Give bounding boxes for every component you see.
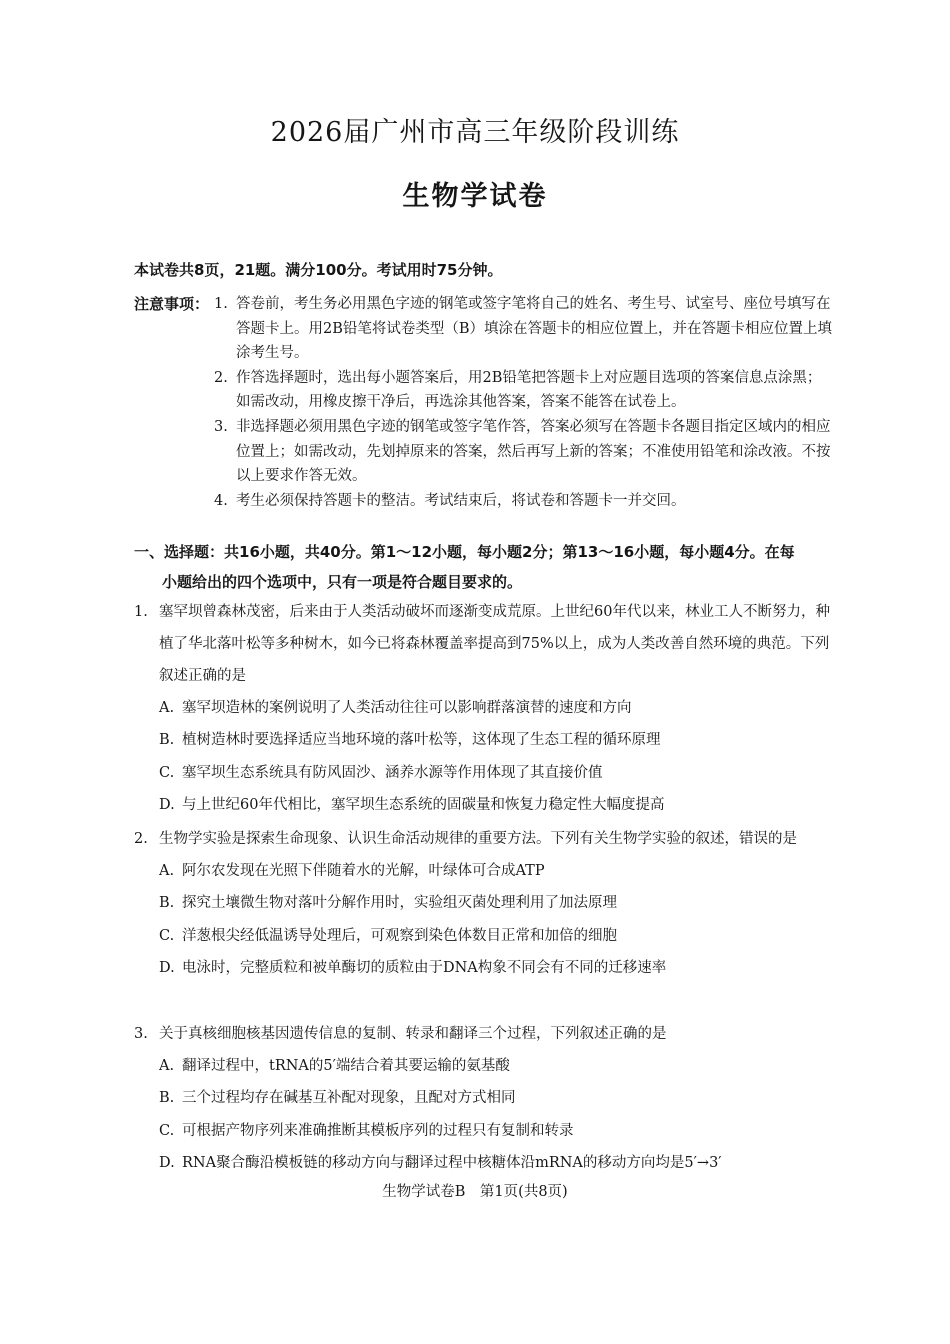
option-c: [134, 920, 834, 952]
section-heading: [134, 537, 834, 597]
option-label: D.: [159, 1155, 175, 1172]
option-label: C.: [159, 1122, 175, 1139]
section-heading-line: 小题给出的四个选项中，只有一项是符合题目要求的。: [162, 573, 523, 591]
option-label: D.: [159, 797, 175, 814]
option-a: [134, 855, 834, 887]
note-number: 1.: [214, 296, 228, 312]
option-label: B.: [159, 895, 175, 912]
option-text: 可根据产物序列来准确推断其模板序列的过程只有复制和转录: [182, 1122, 574, 1139]
question-number: 2.: [134, 831, 148, 847]
option-text: 三个过程均存在碱基互补配对现象，且配对方式相同: [182, 1090, 516, 1107]
option-a: [134, 1050, 834, 1082]
option-label: A.: [159, 1058, 175, 1074]
option-text: 阿尔农发现在光照下伴随着水的光解，叶绿体可合成ATP: [182, 863, 545, 879]
option-a: [134, 692, 834, 724]
paper-subtitle: 生物学试卷: [402, 181, 548, 212]
note-number: 2.: [214, 369, 228, 386]
note-text: 作答选择题时，选出每小题答案后，用2B铅笔把答题卡上对应题目选项的答案信息点涂黑；如需改动，用橡皮擦干净后，再选涂其他答案，答案不能答在试卷上。: [236, 369, 822, 411]
option-d: [134, 1147, 834, 1179]
option-text: 探究土壤微生物对落叶分解作用时，实验组灭菌处理利用了加法原理: [182, 895, 617, 912]
question-stem: 生物学实验是探索生命现象、认识生命活动规律的重要方法。下列有关生物学实验的叙述，错误的是: [159, 831, 797, 847]
note-text: 非选择题必须用黑色字迹的钢笔或签字笔作答，答案必须写在答题卡各题目指定区域内的相应位置上；如需改动，先划掉原来的答案，然后再写上新的答案；不准使用铅笔和涂改液。不按以上要求作答无效。: [236, 418, 831, 485]
option-label: A.: [159, 863, 175, 879]
option-c: [134, 1115, 834, 1147]
option-c: [134, 757, 834, 789]
option-label: B.: [159, 732, 175, 749]
note-text: 答卷前，考生务必用黑色字迹的钢笔或签字笔将自己的姓名、考生号、试室号、座位号填写在答题卡上。用2B铅笔将试卷类型（B）填涂在答题卡的相应位置上，并在答题卡相应位置上填涂考生号。: [236, 296, 833, 362]
option-text: 电泳时，完整质粒和被单酶切的质粒由于DNA构象不同会有不同的迁移速率: [182, 960, 667, 977]
note-item: [214, 292, 834, 366]
section-heading-line: 一、选择题：共16小题，共40分。第1～12小题，每小题2分；第13～16小题，每小题4分。在每: [134, 543, 795, 561]
note-number: 4.: [214, 492, 228, 509]
option-b: [134, 887, 834, 919]
note-item: [214, 366, 834, 415]
option-text: 翻译过程中，tRNA的5′端结合着其要运输的氨基酸: [182, 1058, 510, 1074]
notes-label: 注意事项：: [134, 295, 210, 313]
question-1: [134, 596, 834, 822]
option-b: [134, 1082, 834, 1114]
question-number: 3.: [134, 1026, 148, 1042]
note-number: 3.: [214, 418, 228, 435]
option-label: C.: [159, 927, 175, 944]
exam-summary: 本试卷共8页，21题。满分100分。考试用时75分钟。: [134, 261, 503, 279]
question-3: [134, 1018, 834, 1180]
page-title: 2026届广州市高三年级阶段训练: [270, 117, 680, 148]
option-d: [134, 789, 834, 821]
option-label: B.: [159, 1090, 175, 1107]
option-label: D.: [159, 960, 175, 977]
option-d: [134, 952, 834, 984]
note-item: [214, 489, 834, 514]
option-text: 塞罕坝造林的案例说明了人类活动往往可以影响群落演替的速度和方向: [182, 700, 632, 716]
option-b: [134, 724, 834, 756]
note-text: 考生必须保持答题卡的整洁。考试结束后，将试卷和答题卡一并交回。: [236, 492, 686, 509]
note-item: [214, 415, 834, 489]
option-label: A.: [159, 700, 175, 716]
option-text: 与上世纪60年代相比，塞罕坝生态系统的固碳量和恢复力稳定性大幅度提高: [182, 797, 665, 814]
option-text: 塞罕坝生态系统具有防风固沙、涵养水源等作用体现了其直接价值: [182, 764, 603, 781]
question-number: 1.: [134, 604, 148, 620]
option-label: C.: [159, 764, 175, 781]
notes-list: [214, 292, 834, 513]
question-stem: 塞罕坝曾森林茂密，后来由于人类活动破坏而逐渐变成荒原。上世纪60年代以来，林业工人不断努力，种植了华北落叶松等多种树木，如今已将森林覆盖率提高到75%以上，成为人类改善自然环境的典范。下列叙述正确的是: [159, 604, 830, 684]
option-text: 洋葱根尖经低温诱导处理后，可观察到染色体数目正常和加倍的细胞: [182, 927, 617, 944]
option-text: RNA聚合酶沿模板链的移动方向与翻译过程中核糖体沿mRNA的移动方向均是5′→3′: [182, 1155, 722, 1172]
question-2: [134, 823, 834, 985]
option-text: 植树造林时要选择适应当地环境的落叶松等，这体现了生态工程的循环原理: [182, 732, 661, 749]
question-stem: 关于真核细胞核基因遗传信息的复制、转录和翻译三个过程，下列叙述正确的是: [159, 1026, 667, 1042]
page-footer: 生物学试卷B 第1页(共8页): [382, 1184, 568, 1200]
